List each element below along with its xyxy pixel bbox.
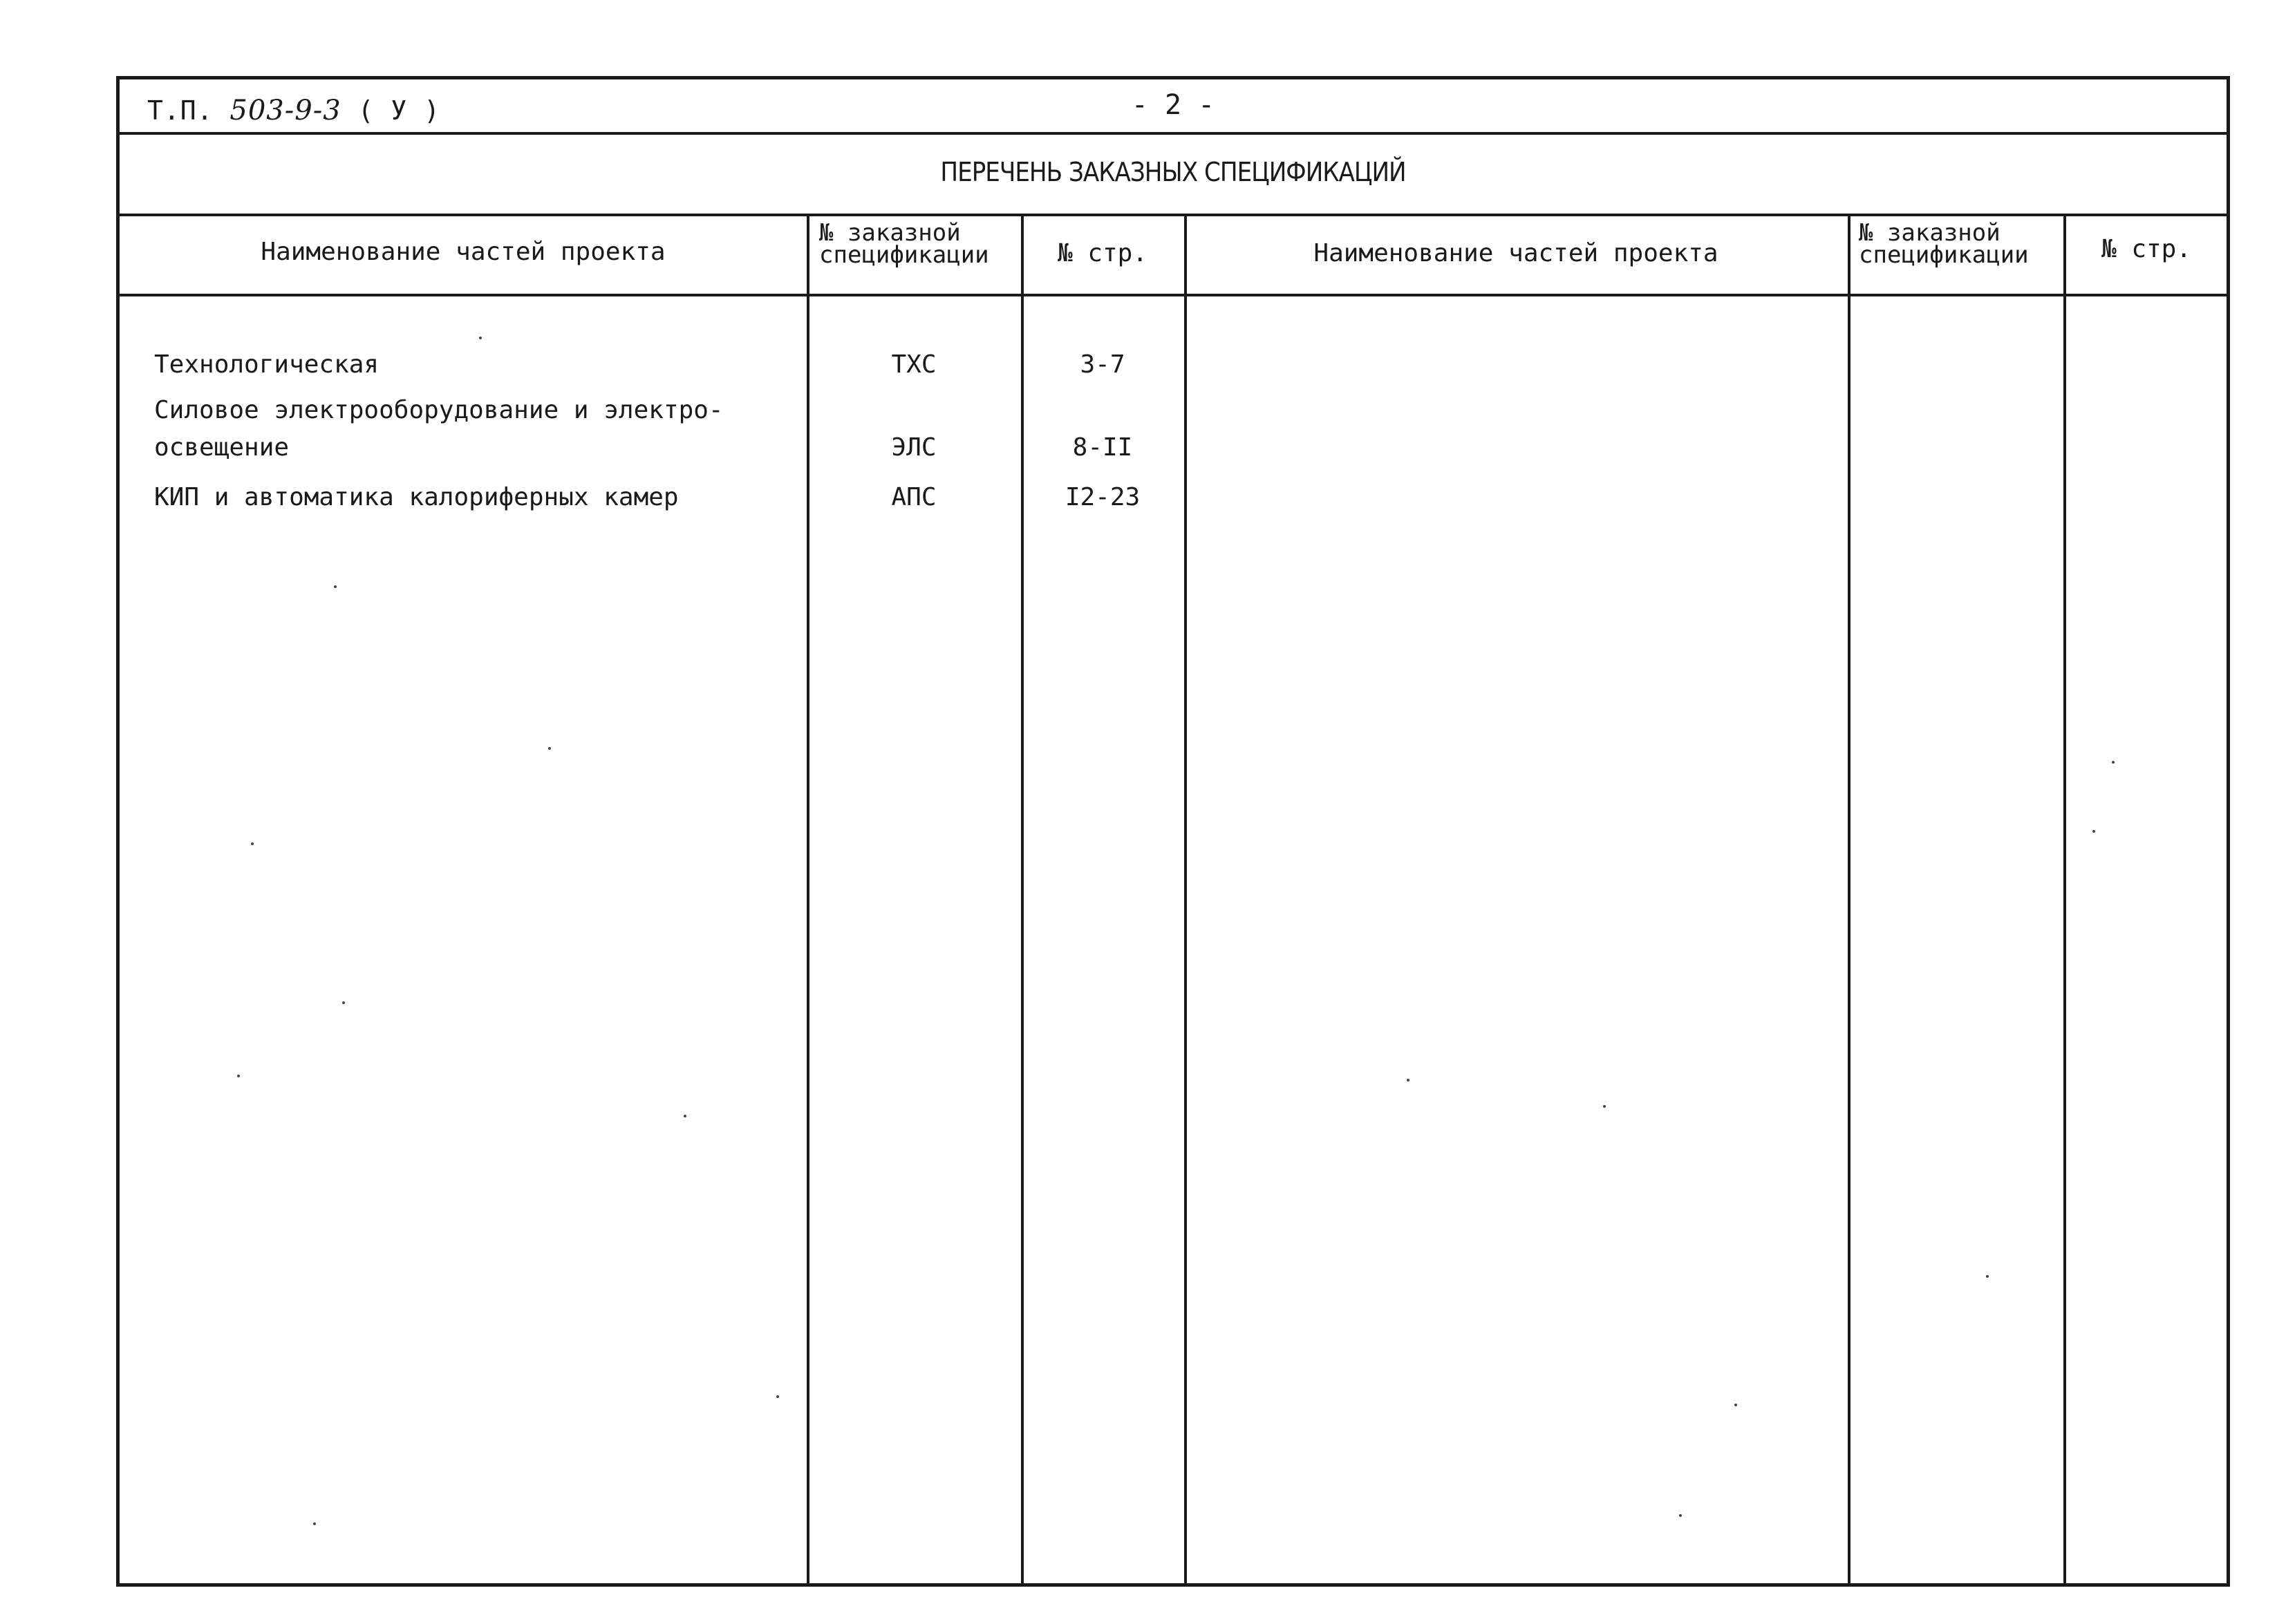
scan-speck xyxy=(1407,1079,1409,1082)
scan-speck xyxy=(1986,1275,1989,1278)
scan-speck xyxy=(251,842,254,845)
right-page-header: № стр. xyxy=(2101,235,2192,263)
left-spec-header-line2: спецификации xyxy=(819,241,989,270)
header-divider xyxy=(120,132,2227,135)
column-divider-2 xyxy=(1021,214,1024,1583)
row-1-spec: ТХС xyxy=(891,350,937,379)
row-2-name-line1: Силовое электрооборудование и электро- xyxy=(154,396,724,424)
column-divider-5 xyxy=(2063,214,2066,1583)
scan-speck xyxy=(479,337,482,339)
right-spec-header xyxy=(1859,219,2059,270)
document-code-prefix: Т.П. xyxy=(147,95,214,126)
title-divider xyxy=(120,214,2227,216)
row-3-name: КИП и автоматика калориферных камер xyxy=(154,483,679,511)
scan-speck xyxy=(342,1001,345,1004)
left-spec-header-line1: № заказной xyxy=(819,219,961,247)
row-2-pages: 8-II xyxy=(1072,433,1133,462)
left-spec-header xyxy=(819,219,1020,270)
right-spec-header-line2: спецификации xyxy=(1859,241,2029,270)
scan-speck xyxy=(1734,1404,1737,1406)
scan-speck xyxy=(334,585,337,588)
row-2-spec: ЭЛС xyxy=(891,433,937,462)
left-name-header: Наименование частей проекта xyxy=(261,238,666,266)
scan-speck xyxy=(776,1395,779,1398)
page-number: - 2 - xyxy=(1131,89,1215,121)
column-divider-1 xyxy=(807,214,809,1583)
scan-speck xyxy=(237,1075,240,1077)
row-3-spec: АПС xyxy=(891,483,937,511)
scan-speck xyxy=(1603,1105,1606,1108)
table-title: ПЕРЕЧЕНЬ ЗАКАЗНЫХ СПЕЦИФИКАЦИЙ xyxy=(940,157,1406,187)
scan-speck xyxy=(313,1522,316,1525)
scan-speck xyxy=(548,747,551,750)
scan-speck xyxy=(1679,1514,1682,1517)
row-1-name: Технологическая xyxy=(154,350,380,379)
right-spec-header-line1: № заказной xyxy=(1859,219,2000,247)
scan-speck xyxy=(2112,761,2115,764)
column-divider-3 xyxy=(1184,214,1187,1583)
document-code-suffix: ( У ) xyxy=(357,95,440,126)
column-divider-4 xyxy=(1848,214,1850,1583)
row-1-pages: 3-7 xyxy=(1080,350,1125,379)
scan-speck xyxy=(684,1115,686,1117)
row-2-name-line2: освещение xyxy=(154,433,290,462)
column-header-divider xyxy=(120,294,2227,296)
scan-speck xyxy=(2092,830,2095,833)
left-page-header: № стр. xyxy=(1057,239,1148,267)
right-name-header: Наименование частей проекта xyxy=(1313,239,1718,267)
document-code-number: 503-9-3 xyxy=(229,95,341,126)
row-3-pages: I2-23 xyxy=(1065,483,1141,511)
specification-sheet xyxy=(116,76,2230,1587)
